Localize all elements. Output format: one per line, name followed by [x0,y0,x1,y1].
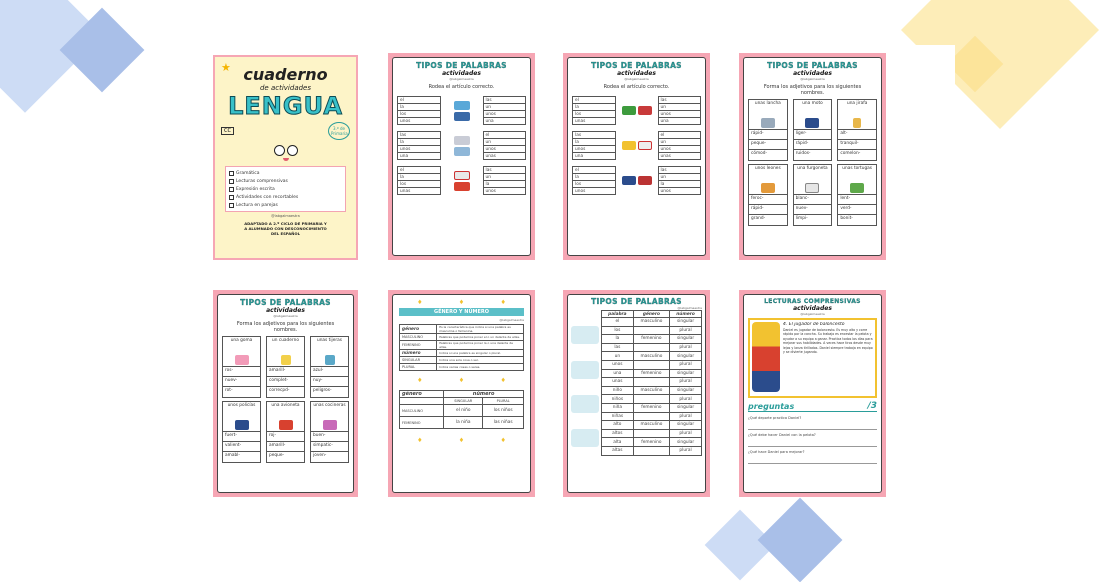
page-title: TIPOS DE PALABRAS [591,297,682,306]
instruction: Rodea el artículo correcto. [603,84,670,90]
label-bubble [571,326,599,344]
cover-title-3: LENGUA [228,92,343,120]
cover-item: Gramática [229,169,342,177]
article-group: el la los unas las un la unos [397,166,526,195]
cover-handle: @labgalmaestra [271,214,300,218]
worksheet-gender-number[interactable]: ♦ ♦ ♦ GÉNERO Y NÚMERO @labgalmaestra género Es la característica que indica si una palabra es masculina o femenina. MASCULINO Palabras que podemos poner el o un delante de ellas. FEMENINO Palabras que podemos poner la o una delante de ellas. número Indica si una palabra es singular o plural. SINGULAR Indica una sola cosa o ser. PLURAL Indica varias cosas o seres. ♦ ♦ ♦ género número SINGULAR PLURAL MASCULINO el niño los niños FEMENINO la niña las niñas ♦ ♦ ♦ [388,290,535,497]
page-title: TIPOS DE PALABRAS [591,61,682,70]
adjective-card: unos policías fuert- valient- amabl- [222,401,261,463]
score: /3 [867,401,877,411]
cook-icon [323,420,337,430]
instruction: Forma los adjetivos para los siguientes nombres. [763,84,862,96]
table-row: niño masculino singular [602,386,702,395]
table-row: un masculino singular [602,352,702,361]
definition-table: género Es la característica que indica si una palabra es masculina o femenina. MASCULINO Palabras que podemos poner el o un delante de ellas. FEMENINO Palabras que podemos poner la o una delante de ellas. número Indica si una palabra es singular o plural. SINGULAR Indica una sola cosa o ser. PLURAL Indica varias cosas o seres. [399,324,524,371]
cover-badge: 3.º de Primaria [328,122,350,140]
page-subtitle: actividades [617,70,656,77]
adjective-card: unas tortugas lent- verd- bonit- [837,164,877,226]
article-group: el la los unos las un unos una [397,96,526,125]
worksheet-articles-2[interactable] [563,53,710,260]
cc-license-icon: CC [221,127,234,135]
label-bubble [571,395,599,413]
cover-checklist [225,166,346,212]
instruction: Rodea el artículo correcto. [428,84,495,90]
adjective-card: unos leones feroc- rápid- grand- [748,164,788,226]
deco-white-square [915,45,955,105]
boat-icon [454,147,470,156]
table-row: los plural [602,326,702,335]
adjective-card: un cuaderno amarill- complet- correcpd- [266,336,305,398]
scissors-icon [325,355,335,365]
turtle-icon [850,183,864,193]
article-group: las la unos una el un unos unas [572,131,701,160]
page-handle: @labgalmaestra [800,312,825,316]
worksheet-word-types[interactable] [563,290,710,497]
page-title: TIPOS DE PALABRAS [416,61,507,70]
page-handle: @labgalmaestra [273,314,298,318]
page-handle: @labgalmaestra [499,318,524,322]
cover-page[interactable] [213,55,358,260]
giraffe-icon [853,118,861,128]
van-icon [805,183,819,193]
label-bubble [571,429,599,447]
ambulance-icon [638,141,652,150]
plane-icon [454,136,470,145]
adjective-card: una moto liger- rápid- ruidos- [793,99,833,161]
helicopter-icon [454,101,470,110]
table-row: las plural [602,343,702,352]
cover-title-2: de actividades [259,84,312,92]
tractor-icon [622,106,636,115]
adjective-card: unas cocineras buen- simpatic- joven- [310,401,349,463]
cover-footer-line: DEL ESPAÑOL [270,231,300,236]
page-title: LECTURAS COMPRENSIVAS [764,298,861,305]
cover-title-1: cuaderno [243,65,328,84]
label-bubble [571,361,599,379]
truck-icon [638,106,652,115]
table-row: el masculino singular [602,318,702,327]
table-row: unas plural [602,378,702,387]
page-handle: @labgalmaestra [800,77,825,81]
worksheet-adjectives-1[interactable] [739,53,886,260]
adjective-card: una goma ros- nuev- rot- [222,336,261,398]
cover-item: Actividades con recortables [229,193,342,201]
page-subtitle: actividades [266,307,305,314]
quad-icon [454,112,470,121]
table-row: altos plural [602,429,702,438]
article-group: las la unos una el un unos unas [397,131,526,160]
story-title: 4. El jugador de baloncesto [783,322,845,327]
lion-icon [761,183,775,193]
cover-footer-line: A ALUMNADO CON DESCONOCIMIENTO [244,226,327,231]
story-box [748,318,877,398]
worksheet-articles-1[interactable] [388,53,535,260]
deco-blue-square-4 [758,498,843,582]
adjective-card: una furgoneta blanc- nuev- limpi- [793,164,833,226]
cover-item: Lecturas comprensivas [229,177,342,185]
summary-table: género número SINGULAR PLURAL MASCULINO el niño los niños FEMENINO la niña las niñas [399,390,524,429]
airplane-icon [279,420,293,430]
table-row: unos plural [602,360,702,369]
table-row: una femenino singular [602,369,702,378]
category-labels [571,310,599,456]
adjective-card: unas lancha rápid- peque- cómod- [748,99,788,161]
table-row: niños plural [602,395,702,404]
adjective-card: unas tijeras azul- nuy- peligros- [310,336,349,398]
cover-item: Lectura en parejas [229,201,342,209]
page-subtitle: actividades [793,70,832,77]
page-subtitle: actividades [442,70,481,77]
question: ¿Qué debe hacer Daniel con la pelota? [748,433,877,447]
page-subtitle: actividades [793,305,832,312]
notebook-icon [281,355,291,365]
table-row: alta femenino singular [602,438,702,447]
page-title: TIPOS DE PALABRAS [240,298,331,307]
table-row: niñas plural [602,412,702,421]
eraser-icon [235,355,249,365]
page-title: TIPOS DE PALABRAS [767,61,858,70]
ambulance-icon [454,171,470,180]
lightbulb-icons: ♦ ♦ ♦ [417,299,506,306]
police-icon [235,420,249,430]
table-row: la femenino singular [602,335,702,344]
motorbike-icon [805,118,819,128]
boat-icon [761,118,775,128]
cover-item: Expresión escrita [229,185,342,193]
table-row: niña femenino singular [602,403,702,412]
basketball-player-icon [752,322,780,392]
story-text: Daniel es jugador de baloncesto. Es muy alto y corre rápido por la cancha. Su trabajo es encestar la pelota y ayudar a su equipo a ganar. Practica todos los días para mejorar sus habilidades. A veces hace tiros desde muy lejos y lanza tirillados. Daniel siempre trabaja en equipo y se divierte jugando. [783,328,873,355]
cover-star-icon: ★ [221,61,231,74]
article-group: el la los unos las un la unos [572,166,701,195]
instruction: Forma los adjetivos para los siguientes nombres. [236,321,335,333]
word-table: palabra género número el masculino singular los plural la femenino singular las plural un masculino singular unos plural una femenino singular unas plural niño masculino singular niños plural niña femenino singular niñas plural alto masculino singular altos plural alta femenino singular altas plural [601,310,702,456]
taxi-icon [622,141,636,150]
worksheet-adjectives-2[interactable] [213,290,358,497]
question: ¿Qué deporte practica Daniel? [748,416,877,430]
page-handle: @labgalmaestra [624,77,649,81]
question: ¿Qué hace Daniel para mejorar? [748,450,877,464]
article-group: el la los unas las un unos una [572,96,701,125]
page-handle: @labgalmaestra [449,77,474,81]
train-icon [638,176,652,185]
questions-label: preguntas [748,401,795,411]
worksheet-reading[interactable] [739,290,886,497]
page-handle: @labgalmaestra [677,306,702,310]
cover-footer-line: ADAPTADO A 2.º CICLO DE PRIMARIA Y [244,221,327,226]
adjective-card: una avioneta roj- amarill- peque- [266,401,305,463]
motorbike-icon [622,176,636,185]
page-title: GÉNERO Y NÚMERO [399,308,524,316]
cover-face-icon [269,142,303,164]
table-row: alto masculino singular [602,421,702,430]
table-row: altas plural [602,446,702,455]
firetruck-icon [454,182,470,191]
adjective-card: una jirafa alt- tranquil- comelon- [837,99,877,161]
